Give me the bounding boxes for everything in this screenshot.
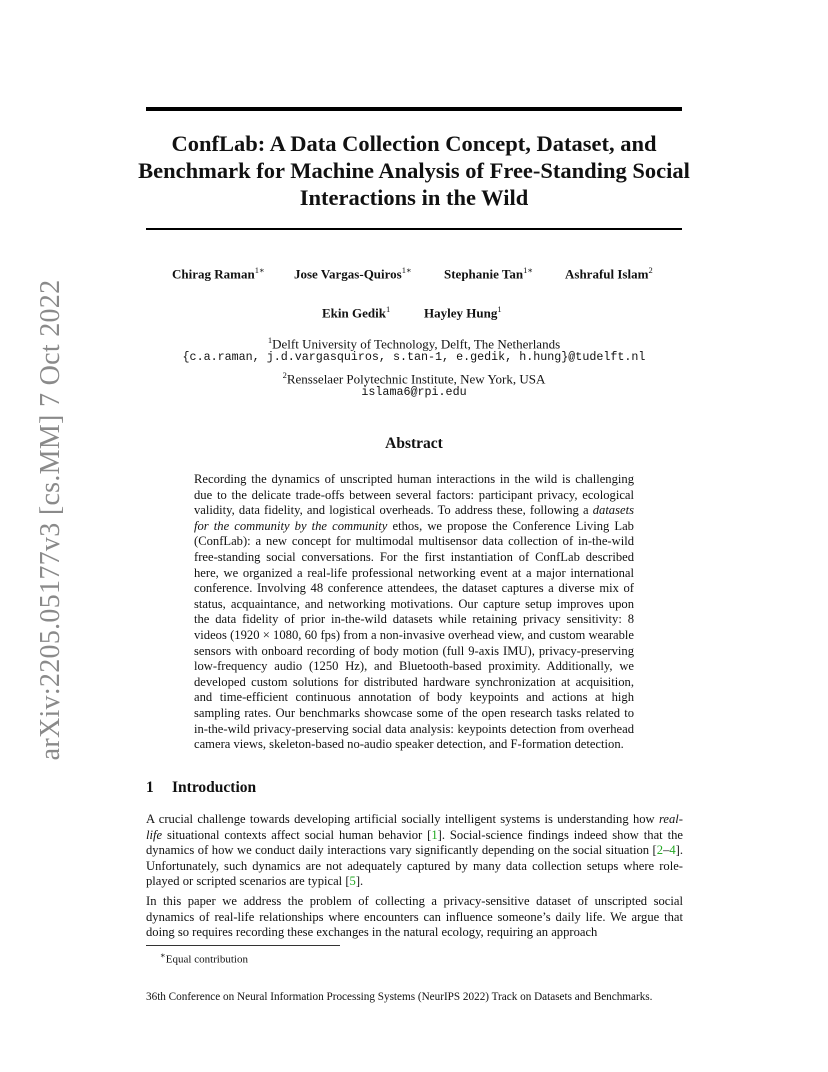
arxiv-watermark: arXiv:2205.05177v3 [cs.MM] 7 Oct 2022 [35,279,66,761]
citation-link[interactable]: 1 [431,827,438,842]
author-1: Chirag Raman$^{1∗}$ [172,265,265,282]
paper-title: ConfLab: A Data Collection Concept, Dataset, and Benchmark for Machine Analysis of Free-Standing Social Interactions in the Wild [138,131,690,210]
citation-link[interactable]: 4 [669,843,676,858]
title-bottom-rule [146,228,682,230]
author-3: Stephanie Tan$^{1∗}$ [444,265,534,282]
intro-paragraph-1: A crucial challenge towards developing artificial socially intelligent systems is understanding how real-life situational contexts affect social human behavior [1]. Social-science findings indeed show that the dynamics of how we conduct daily interactions vary significantly depending on the social situation [2–4]. Unfortunately, such dynamics are not adequately captured by many data collection setups where role-played or scripted scenarios are typical [5]. [146,812,683,889]
affiliation-1: $^1$Delft University of Technology, Delft, The Netherlands [267,335,561,352]
title-top-rule [146,107,682,111]
author-2: Jose Vargas-Quiros$^{1∗}$ [294,265,412,282]
venue-footer: 36th Conference on Neural Information Processing Systems (NeurIPS 2022) Track on Datasets and Benchmarks. [146,991,653,1003]
footnote: ∗Equal contribution [160,950,248,966]
affiliation-2: $^2$Rensselaer Polytechnic Institute, New York, USA [282,370,546,387]
affiliation-2-email: islama6@rpi.edu [361,385,467,399]
abstract-heading: Abstract [385,435,443,452]
citation-link[interactable]: 2 [656,843,664,858]
affiliation-1-email: {c.a.raman, j.d.vargasquiros, s.tan-1, e.gedik, h.hung}@tudelft.nl [182,350,646,364]
author-4: Ashraful Islam$^2$ [565,265,653,282]
section-heading-introduction: 1 Introduction [146,779,257,796]
footnote-rule [146,945,340,946]
intro-paragraph-2: In this paper we address the problem of collecting a privacy-sensitive dataset of unscripted social dynamics of real-life relationships where encounters can influence someone’s daily life. We argue that doing so requires recording these exchanges in the natural ecology, requiring an approach [146,894,683,940]
abstract-body: Recording the dynamics of unscripted human interactions in the wild is challenging due to the delicate trade-offs between several factors: participant privacy, ecological validity, data fidelity, and logistical overheads. To address these, following a datasets for the community by the community ethos, we propose the Conference Living Lab (ConfLab): a new concept for multimodal multisensor data collection of in-the-wild free-standing social conversations. For the first instantiation of ConfLab described here, we organized a real-life professional networking event at a major international conference. Involving 48 conference attendees, the dataset captures a diverse mix of status, acquaintance, and networking motivations. Our capture setup improves upon the data fidelity of prior in-the-wild datasets while retaining privacy sensitivity: 8 videos (1920 × 1080, 60 fps) from a non-invasive overhead view, and custom wearable sensors with onboard recording of body motion (full 9-axis IMU), privacy-preserving low-frequency audio (1250 Hz), and Bluetooth-based proximity. Additionally, we developed custom solutions for distributed hardware synchronization at acquisition, and time-efficient continuous annotation of body keypoints and actions at high sampling rates. Our benchmarks showcase some of the open research tasks related to in-the-wild privacy-preserving social data analysis: keypoints detection from overhead camera views, skeleton-based no-audio speaker detection, and F-formation detection. [194,472,634,752]
author-6: Hayley Hung$^1$ [424,304,502,321]
citation-link[interactable]: 5 [349,874,356,889]
author-5: Ekin Gedik$^1$ [322,304,391,321]
